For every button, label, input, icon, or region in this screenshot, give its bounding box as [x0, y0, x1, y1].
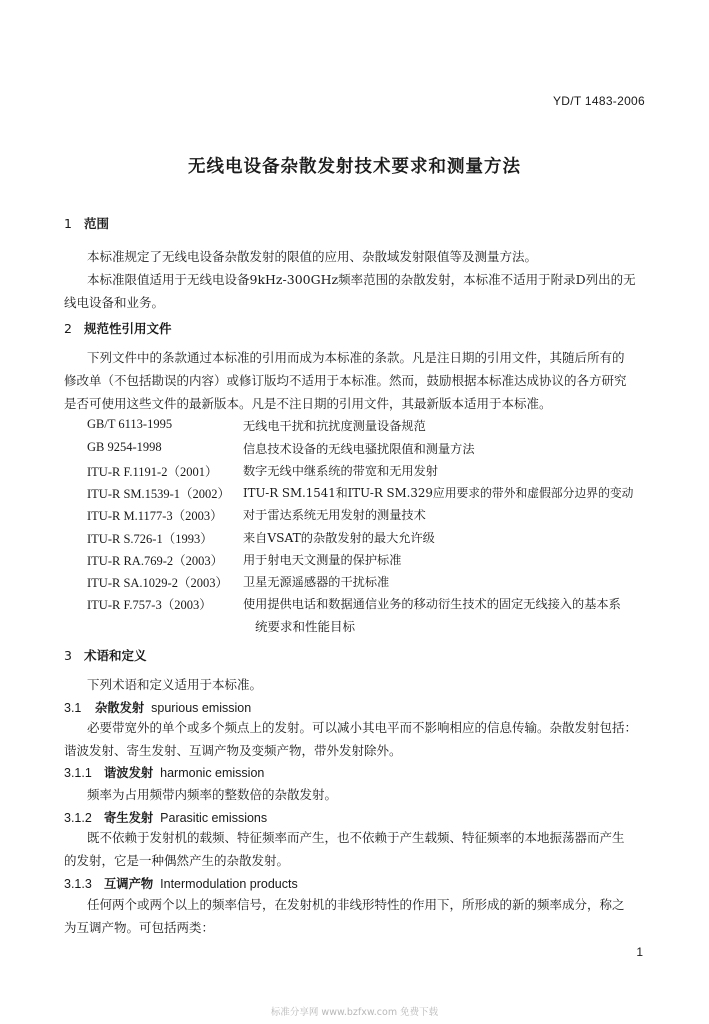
reference-title: ITU-R SM.1541和ITU-R SM.329应用要求的带外和虚假部分边界的变动 [243, 486, 634, 500]
section-2-heading [64, 319, 172, 337]
paragraph: 本标准限值适用于无线电设备9kHz-300GHz频率范围的杂散发射，本标准不适用于附录D列出的无 [87, 272, 636, 287]
subsection-3-1-2-heading [64, 808, 267, 826]
reference-code: ITU-R S.726-1（1993） [87, 532, 213, 546]
reference-title: 使用提供电话和数据通信业务的移动衍生技术的固定无线接入的基本系 [243, 597, 621, 611]
reference-title: 用于射电天文测量的保护标准 [243, 553, 402, 567]
reference-title: 来自VSAT的杂散发射的最大允许级 [243, 531, 435, 545]
paragraph: 本标准规定了无线电设备杂散发射的限值的应用、杂散域发射限值等及测量方法。 [87, 249, 538, 264]
paragraph: 任何两个或两个以上的频率信号，在发射机的非线形特性的作用下，所形成的新的频率成分，称之 [87, 897, 625, 912]
term-en: spurious emission [151, 701, 252, 715]
section-title: 术语和定义 [84, 648, 147, 663]
subsection-3-1-1-heading [64, 763, 264, 781]
paragraph: 频率为占用频带内频率的整数倍的杂散发射。 [87, 787, 338, 802]
term-cn: 寄生发射 [104, 811, 154, 825]
reference-code: GB 9254-1998 [87, 440, 162, 454]
section-number: 2 [64, 321, 72, 336]
subsection-number: 3.1 [64, 701, 82, 715]
section-number: 3 [64, 648, 72, 663]
section-title: 规范性引用文件 [84, 321, 172, 336]
paragraph: 必要带宽外的单个或多个频点上的发射。可以减小其电平而不影响相应的信息传输。杂散发射包括： [87, 720, 638, 735]
paragraph: 为互调产物。可包括两类： [64, 920, 215, 935]
term-cn: 杂散发射 [95, 701, 145, 715]
paragraph: 下列文件中的条款通过本标准的引用而成为本标准的条款。凡是注日期的引用文件，其随后所有的 [87, 350, 625, 365]
reference-title: 数字无线中继系统的带宽和无用发射 [243, 464, 438, 478]
paragraph: 谐波发射、寄生发射、互调产物及变频产物，带外发射除外。 [64, 743, 402, 758]
term-en: Intermodulation products [160, 877, 298, 891]
term-cn: 互调产物 [104, 877, 154, 891]
reference-code: ITU-R SM.1539-1（2002） [87, 487, 231, 501]
reference-code: ITU-R RA.769-2（2003） [87, 554, 224, 568]
paragraph: 修改单（不包括勘误的内容）或修订版均不适用于本标准。然而，鼓励根据本标准达成协议的各方研究 [64, 373, 627, 388]
reference-title: 无线电干扰和抗扰度测量设备规范 [243, 419, 426, 433]
paragraph: 是否可使用这些文件的最新版本。凡是不注日期的引用文件，其最新版本适用于本标准。 [64, 396, 552, 411]
section-title: 范围 [84, 216, 110, 231]
page-number: 1 [636, 945, 643, 959]
paragraph: 下列术语和定义适用于本标准。 [87, 677, 263, 692]
term-en: harmonic emission [160, 766, 265, 780]
reference-code: ITU-R SA.1029-2（2003） [87, 576, 228, 590]
standard-number: YD/T 1483-2006 [552, 94, 645, 108]
reference-code: ITU-R M.1177-3（2003） [87, 509, 223, 523]
section-1-heading [64, 214, 109, 232]
subsection-3-1-heading [64, 698, 251, 716]
watermark: 标准分享网 www.bzfxw.com 免费下载 [270, 1007, 439, 1018]
paragraph: 线电设备和业务。 [64, 295, 165, 310]
reference-code: GB/T 6113-1995 [87, 417, 173, 431]
paragraph: 既不依赖于发射机的载频、特征频率而产生，也不依赖于产生载频、特征频率的本地振荡器而产生 [87, 830, 625, 845]
term-en: Parasitic emissions [160, 811, 268, 825]
section-number: 1 [64, 216, 72, 231]
reference-title: 信息技术设备的无线电骚扰限值和测量方法 [243, 442, 475, 456]
reference-title: 卫星无源遥感器的干扰标准 [243, 575, 390, 589]
reference-title: 对于雷达系统无用发射的测量技术 [243, 508, 426, 522]
document-title: 无线电设备杂散发射技术要求和测量方法 [188, 157, 521, 177]
paragraph: 的发射，它是一种偶然产生的杂散发射。 [64, 853, 290, 868]
subsection-number: 3.1.3 [64, 877, 92, 891]
section-3-heading [64, 646, 147, 664]
subsection-number: 3.1.2 [64, 811, 92, 825]
subsection-number: 3.1.1 [64, 766, 92, 780]
reference-title-continued: 统要求和性能目标 [255, 619, 356, 634]
term-cn: 谐波发射 [104, 766, 154, 780]
reference-code: ITU-R F.757-3（2003） [87, 598, 212, 612]
subsection-3-1-3-heading [64, 874, 298, 892]
reference-code: ITU-R F.1191-2（2001） [87, 465, 218, 479]
